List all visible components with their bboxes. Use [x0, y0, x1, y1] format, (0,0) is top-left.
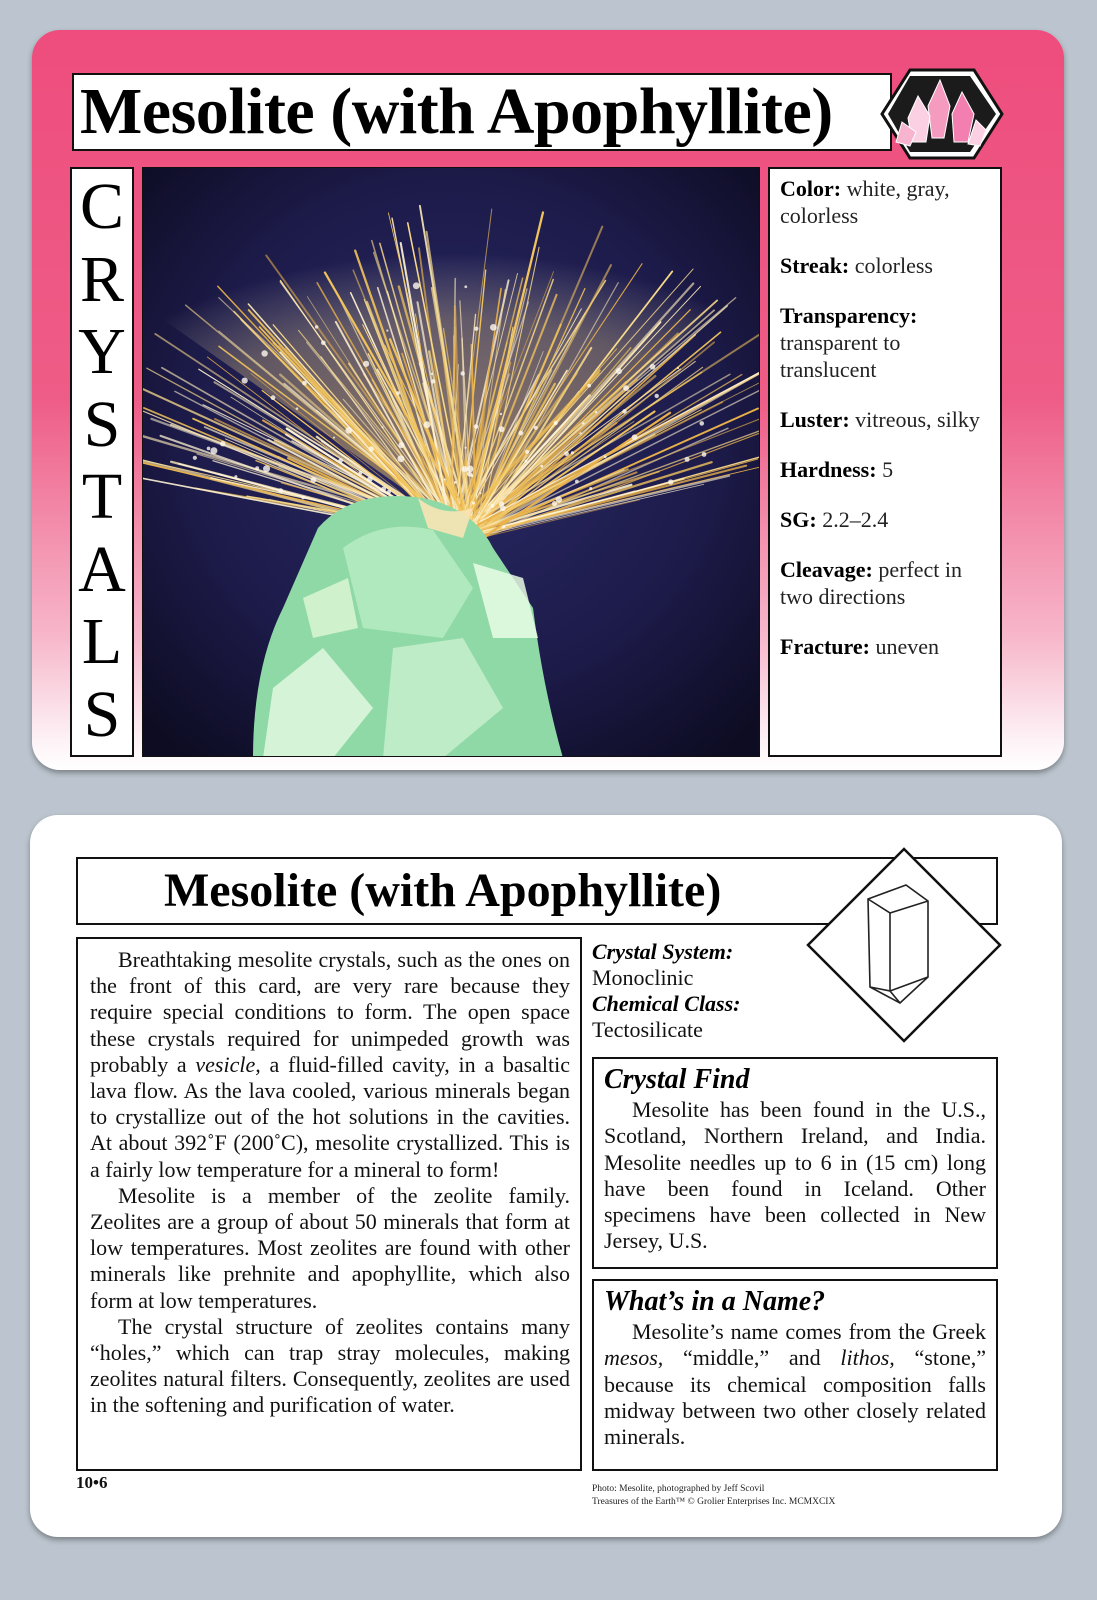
prism-crystal-icon — [804, 845, 1004, 1045]
category-letter: Y — [78, 315, 126, 389]
name-text-3: “stone,” because its chemical composition falls midway between two other closely related minerals. — [604, 1345, 986, 1450]
word-lithos: lithos, — [840, 1345, 895, 1371]
property-row — [780, 175, 992, 229]
story-paragraph-1: Breathtaking mesolite crystals, such as the ones on the front of this card, are very rare because they require special conditions to form. The open space these crystals required for unimpeded growth was probably a — [90, 947, 570, 1077]
property-label: Streak: — [780, 253, 850, 278]
category-letter: A — [78, 532, 126, 606]
category-letter: C — [79, 170, 125, 243]
property-row — [780, 556, 992, 610]
property-value: colorless — [854, 253, 933, 278]
description-text — [76, 937, 582, 1471]
category-letter: S — [83, 677, 121, 751]
property-label: Cleavage: — [780, 557, 873, 582]
credit-copyright: Treasures of the Earth™ © Grolier Enterprises Inc. MCMXCIX — [592, 1497, 836, 1507]
chemical-class-label: Chemical Class: — [592, 991, 741, 1016]
crystal-find-box — [592, 1057, 998, 1269]
property-label: Fracture: — [780, 634, 870, 659]
property-row — [780, 506, 992, 533]
property-row — [780, 302, 992, 383]
story-paragraph-2: Mesolite is a member of the zeolite family. Zeolites are a group of about 50 minerals that form at low temperatures. Most zeolites are found with other minerals like prehnite and apophyllite, which also form at low temperatures. — [90, 1182, 570, 1313]
property-row — [780, 406, 992, 433]
category-letter: T — [81, 460, 123, 534]
property-label: Color: — [780, 176, 842, 201]
property-value: vitreous, silky — [855, 407, 980, 432]
property-value: uneven — [875, 634, 940, 659]
property-value: perfect in two directions — [780, 557, 963, 609]
crystal-system-label: Crystal System: — [592, 939, 734, 964]
mineral-photo — [142, 167, 760, 757]
back-title: Mesolite (with Apophyllite) — [164, 864, 722, 917]
name-origin-heading: What’s in a Name? — [604, 1286, 826, 1317]
properties-panel — [768, 167, 1002, 757]
category-crystals — [70, 167, 134, 757]
crystal-system-value: Monoclinic — [592, 965, 694, 990]
story-paragraph-1-cont: a fluid-filled cavity, in a basaltic lava flow. As the lava cooled, various minerals began to crystallize out of the hot solutions in the cavities. At about 392˚F (200˚C), mesolite crystallized. This is a fairly low temperature for a mineral to form! — [90, 1051, 571, 1182]
name-origin-box — [592, 1279, 998, 1471]
crystal-find-heading: Crystal Find — [604, 1064, 750, 1095]
crystal-find-text: Mesolite has been found in the U.S., Scotland, Northern Ireland, and India. Mesolite needles up to 6 in (15 cm) long have been found in Iceland. Other specimens have been collected in New Jersey, U.S. — [604, 1097, 986, 1254]
card-back — [30, 815, 1062, 1537]
front-title: Mesolite (with Apophyllite) — [72, 73, 892, 151]
crystal-cluster-icon — [880, 66, 1004, 162]
property-value: 5 — [882, 457, 894, 482]
category-letter: L — [81, 605, 123, 679]
property-label: SG: — [780, 507, 817, 532]
card-number: 10•6 — [76, 1473, 108, 1492]
property-label: Hardness: — [780, 457, 877, 482]
word-mesos: mesos, — [604, 1345, 664, 1371]
property-value: white, gray, colorless — [780, 176, 950, 228]
property-value: 2.2–2.4 — [822, 507, 889, 532]
property-row — [780, 252, 992, 279]
crystal-meta — [592, 939, 812, 1043]
property-label: Luster: — [780, 407, 850, 432]
property-row — [780, 633, 992, 660]
category-letter: S — [83, 387, 121, 461]
credit-photo: Photo: Mesolite, photographed by Jeff Scovil — [592, 1484, 765, 1494]
category-letter: R — [79, 242, 125, 316]
property-label: Transparency: — [780, 303, 918, 328]
card-front — [32, 30, 1064, 770]
term-vesicle: vesicle, — [195, 1051, 261, 1077]
name-text-2: “middle,” and — [663, 1345, 841, 1371]
property-row — [780, 456, 992, 483]
name-text-1: Mesolite’s name comes from the Greek — [632, 1319, 986, 1344]
chemical-class-value: Tectosilicate — [592, 1017, 703, 1042]
story-paragraph-3: The crystal structure of zeolites contains many “holes,” which can trap stray molecules, making zeolites natural filters. Consequently, zeolites are used in the softening and purification of water. — [90, 1313, 570, 1418]
photo-credit — [592, 1483, 835, 1509]
property-value: transparent to translucent — [780, 330, 901, 382]
